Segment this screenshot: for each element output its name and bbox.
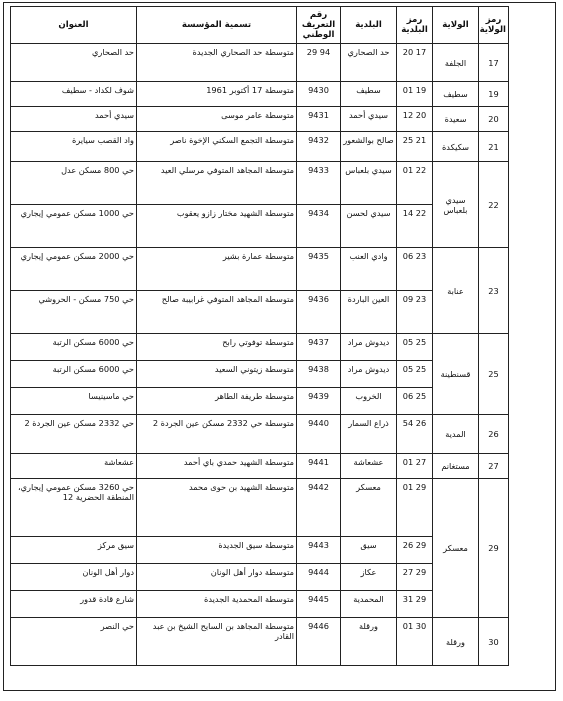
- cell-commune: العين الباردة: [341, 291, 397, 334]
- table-row: [11, 479, 509, 537]
- cell-wilaya-code: 23: [479, 248, 509, 334]
- cell-institution: متوسطة عامر موسى: [137, 107, 297, 132]
- cell-wilaya-code: 19: [479, 82, 509, 107]
- header-national-id: رقم التعريف الوطني: [297, 7, 341, 44]
- cell-commune-code: 09 23: [397, 291, 433, 334]
- cell-commune: ورقلة: [341, 618, 397, 666]
- cell-wilaya: ورقلة: [433, 618, 479, 666]
- table-row: [11, 415, 509, 454]
- table-row: [11, 248, 509, 291]
- cell-institution: متوسطة سيق الجديدة: [137, 537, 297, 564]
- cell-institution: متوسطة توفوتي رابح: [137, 334, 297, 361]
- header-address: العنوان: [11, 7, 137, 44]
- cell-address: حي 2332 مسكن عين الجردة 2: [11, 415, 137, 454]
- cell-wilaya: سكيكدة: [433, 132, 479, 162]
- cell-national-id: 9438: [297, 361, 341, 388]
- cell-institution: متوسطة حد الصحاري الجديدة: [137, 44, 297, 82]
- cell-commune: حد الصحاري: [341, 44, 397, 82]
- cell-address: عشعاشة: [11, 454, 137, 479]
- cell-commune: سيدي بلعباس: [341, 162, 397, 205]
- cell-commune-code: 12 20: [397, 107, 433, 132]
- cell-address: شارع قادة قدور: [11, 591, 137, 618]
- cell-wilaya: مستغانم: [433, 454, 479, 479]
- cell-commune: سطيف: [341, 82, 397, 107]
- header-commune-code: رمز البلدية: [397, 7, 433, 44]
- cell-commune: الخروب: [341, 388, 397, 415]
- cell-address: حي 1000 مسكن عمومي إيجاري: [11, 205, 137, 248]
- cell-national-id: 9435: [297, 248, 341, 291]
- cell-address: حي 2000 مسكن عمومي إيجاري: [11, 248, 137, 291]
- cell-address: حي ماسينيسا: [11, 388, 137, 415]
- table-row: [11, 162, 509, 205]
- cell-national-id: 9444: [297, 564, 341, 591]
- cell-wilaya: سعيدة: [433, 107, 479, 132]
- cell-commune-code: 27 29: [397, 564, 433, 591]
- cell-commune-code: 54 26: [397, 415, 433, 454]
- table-row: [11, 132, 509, 162]
- cell-national-id: 9443: [297, 537, 341, 564]
- cell-institution: متوسطة الشهيد مختار زازو يعقوب: [137, 205, 297, 248]
- cell-national-id: 9441: [297, 454, 341, 479]
- cell-national-id: 9432: [297, 132, 341, 162]
- header-wilaya: الولاية: [433, 7, 479, 44]
- cell-commune: سيق: [341, 537, 397, 564]
- cell-wilaya-code: 21: [479, 132, 509, 162]
- cell-institution: متوسطة دوار أهل الونان: [137, 564, 297, 591]
- cell-address: سيق مركز: [11, 537, 137, 564]
- cell-institution: متوسطة التجمع السكني الإخوة ناصر: [137, 132, 297, 162]
- cell-address: حي 6000 مسكن الرتبة: [11, 361, 137, 388]
- cell-institution: متوسطة طريفة الطاهر: [137, 388, 297, 415]
- cell-wilaya-code: 17: [479, 44, 509, 82]
- table-body: [11, 44, 509, 666]
- cell-address: حي 6000 مسكن الرتبة: [11, 334, 137, 361]
- cell-national-id: 9442: [297, 479, 341, 537]
- cell-wilaya: عنابة: [433, 248, 479, 334]
- cell-commune: معسكر: [341, 479, 397, 537]
- cell-address: حي 800 مسكن عدل: [11, 162, 137, 205]
- cell-commune: وادي العنب: [341, 248, 397, 291]
- cell-national-id: 9446: [297, 618, 341, 666]
- cell-commune-code: 05 25: [397, 334, 433, 361]
- cell-national-id: 9439: [297, 388, 341, 415]
- cell-institution: متوسطة المجاهد بن السايح الشيخ بن عبد القادر: [137, 618, 297, 666]
- cell-commune-code: 01 19: [397, 82, 433, 107]
- cell-address: حي 750 مسكن - الحروشي: [11, 291, 137, 334]
- cell-commune-code: 01 30: [397, 618, 433, 666]
- cell-commune-code: 01 27: [397, 454, 433, 479]
- cell-institution: متوسطة حي 2332 مسكن عين الجردة 2: [137, 415, 297, 454]
- cell-commune: عكاز: [341, 564, 397, 591]
- table-row: [11, 618, 509, 666]
- cell-institution: متوسطة زيتوني السعيد: [137, 361, 297, 388]
- cell-address: واد القصب سيايرة: [11, 132, 137, 162]
- cell-commune-code: 05 25: [397, 361, 433, 388]
- cell-wilaya-code: 29: [479, 479, 509, 618]
- table-row: [11, 334, 509, 361]
- cell-commune-code: 06 23: [397, 248, 433, 291]
- cell-national-id: 9430: [297, 82, 341, 107]
- table-row: [11, 82, 509, 107]
- cell-commune-code: 01 22: [397, 162, 433, 205]
- cell-commune: ديدوش مراد: [341, 361, 397, 388]
- cell-commune: المحمدية: [341, 591, 397, 618]
- table-header-row: [11, 7, 509, 44]
- cell-wilaya-code: 22: [479, 162, 509, 248]
- cell-commune-code: 25 21: [397, 132, 433, 162]
- cell-address: سيدي أحمد: [11, 107, 137, 132]
- cell-wilaya-code: 30: [479, 618, 509, 666]
- cell-institution: متوسطة الشهيد حمدي باي أحمد: [137, 454, 297, 479]
- cell-institution: متوسطة المحمدية الجديدة: [137, 591, 297, 618]
- cell-commune-code: 31 29: [397, 591, 433, 618]
- cell-wilaya: قسنطينة: [433, 334, 479, 415]
- cell-institution: متوسطة المجاهد المتوفي غرابيبة صالح: [137, 291, 297, 334]
- cell-address: شوف لكداد - سطيف: [11, 82, 137, 107]
- cell-national-id: 9440: [297, 415, 341, 454]
- cell-address: دوار أهل الونان: [11, 564, 137, 591]
- cell-commune-code: 14 22: [397, 205, 433, 248]
- cell-commune: ذراع السمار: [341, 415, 397, 454]
- cell-wilaya-code: 25: [479, 334, 509, 415]
- cell-commune: سيدي أحمد: [341, 107, 397, 132]
- cell-institution: متوسطة الشهيد بن حوى محمد: [137, 479, 297, 537]
- cell-commune: ديدوش مراد: [341, 334, 397, 361]
- cell-national-id: 9445: [297, 591, 341, 618]
- cell-institution: متوسطة 17 أكتوبر 1961: [137, 82, 297, 107]
- cell-commune-code: 20 17: [397, 44, 433, 82]
- cell-wilaya-code: 27: [479, 454, 509, 479]
- cell-national-id: 9437: [297, 334, 341, 361]
- cell-commune-code: 26 29: [397, 537, 433, 564]
- cell-wilaya: معسكر: [433, 479, 479, 618]
- cell-address: حد الصحاري: [11, 44, 137, 82]
- cell-wilaya: سطيف: [433, 82, 479, 107]
- cell-national-id: 9436: [297, 291, 341, 334]
- schools-table: [10, 6, 509, 666]
- cell-commune-code: 01 29: [397, 479, 433, 537]
- cell-address: حي النصر: [11, 618, 137, 666]
- cell-wilaya-code: 20: [479, 107, 509, 132]
- table-row: [11, 454, 509, 479]
- table-row: [11, 44, 509, 82]
- header-institution: تسمية المؤسسة: [137, 7, 297, 44]
- cell-wilaya: سيدي بلعباس: [433, 162, 479, 248]
- cell-address: حي 3260 مسكن عمومي إيجاري، المنطقة الحضرية 12: [11, 479, 137, 537]
- cell-commune: سيدي لحسن: [341, 205, 397, 248]
- header-wilaya-code: رمز الولاية: [479, 7, 509, 44]
- cell-wilaya-code: 26: [479, 415, 509, 454]
- cell-wilaya: الجلفة: [433, 44, 479, 82]
- cell-commune: عشعاشة: [341, 454, 397, 479]
- cell-commune-code: 06 25: [397, 388, 433, 415]
- cell-national-id: 9434: [297, 205, 341, 248]
- cell-commune: صالح بوالشعور: [341, 132, 397, 162]
- header-commune: البلدية: [341, 7, 397, 44]
- cell-institution: متوسطة المجاهد المتوفي مرسلي العيد: [137, 162, 297, 205]
- table-row: [11, 107, 509, 132]
- cell-wilaya: المدية: [433, 415, 479, 454]
- cell-national-id: 9431: [297, 107, 341, 132]
- cell-national-id: 9433: [297, 162, 341, 205]
- cell-national-id: 29 94: [297, 44, 341, 82]
- cell-institution: متوسطة عمارة بشير: [137, 248, 297, 291]
